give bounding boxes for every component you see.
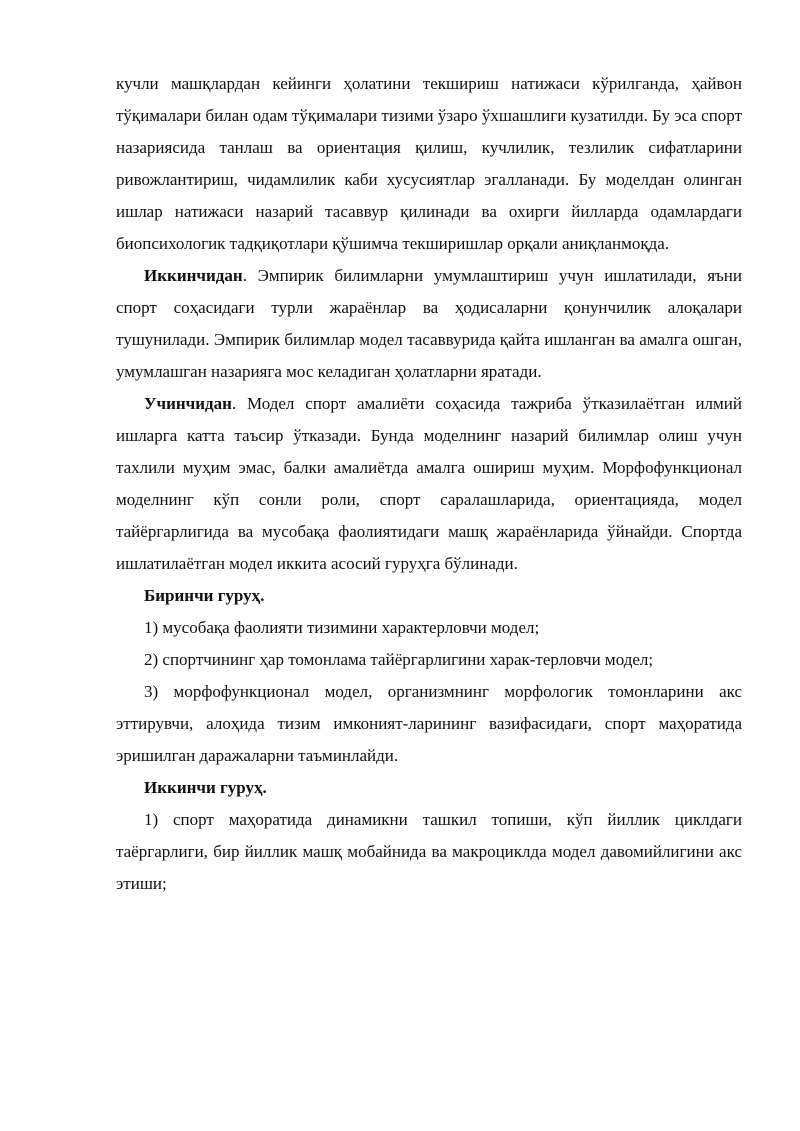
paragraph-intro-continuation: кучли машқлардан кейинги ҳолатини текшириш натижаси кўрилганда, ҳайвон тўқималари билан одам тўқималари тизими ўзаро ўхшашлиги кузатилди. Бу эса спорт назариясида танлаш ва ориентация қилиш, кучлилик, тезлилик сифатларини ривожлантириш, чидамлилик каби хусусиятлар эгалланади. Бу моделдан олинган ишлар натижаси назарий тасаввур қилинади ва охирги йилларда одамлардаги биопсихологик тадқиқотлари қўшимча текширишлар орқали аниқланмоқда. [116, 74, 742, 253]
document-page [116, 68, 742, 900]
group2-heading: Иккинчи гуруҳ. [144, 778, 267, 797]
paragraph-third-body: . Модел спорт амалиёти соҳасида тажриба ўтказилаётган илмий ишларга катта таъсир ўтказади. Бунда моделнинг назарий билимлар олиш учун тахлили муҳим эмас, балки амалиётда амалга ошириш муҳим. Морфофункционал моделнинг кўп сонли роли, спорт саралашларида, ориентацияда, модел тайёргарлигида ва мусобақа фаолиятидаги машқ жараёнларида ўйнайди. Спортда ишлатилаётган модел иккита асосий гуруҳга бўлинади. [116, 394, 742, 573]
paragraph-third [116, 388, 742, 580]
group1-item-3: 3) морфофункционал модел, организмнинг морфологик томонларини акс эттирувчи, алоҳида тизим имконият-ларининг вазифасидаги, спорт маҳоратида эришилган даражаларни таъминлайди. [116, 682, 742, 765]
group1-item-2: 2) спортчининг ҳар томонлама тайёргарлигини харак-терловчи модел; [144, 650, 654, 669]
group1-item-1: 1) мусобақа фаолияти тизимини характерловчи модел; [144, 618, 540, 637]
group1-heading: Биринчи гуруҳ. [144, 586, 265, 605]
paragraph-third-lead: Учинчидан [144, 394, 232, 413]
paragraph-second [116, 260, 742, 388]
paragraph-second-body: . Эмпирик билимларни умумлаштириш учун ишлатилади, яъни спорт соҳасидаги турли жараёнлар ва ҳодисаларни қонунчилик алоқалари тушунилади. Эмпирик билимлар модел тасаввурида қайта ишланган ва амалга ошган, умумлашган назарияга мос келадиган ҳолатларни яратади. [116, 266, 742, 381]
paragraph-second-lead: Иккинчидан [144, 266, 243, 285]
group2-item-1: 1) спорт маҳоратида динамикни ташкил топиши, кўп йиллик циклдаги таёргарлиги, бир йиллик машқ мобайнида ва макроциклда модел давомийлигини акс этиши; [116, 810, 742, 893]
